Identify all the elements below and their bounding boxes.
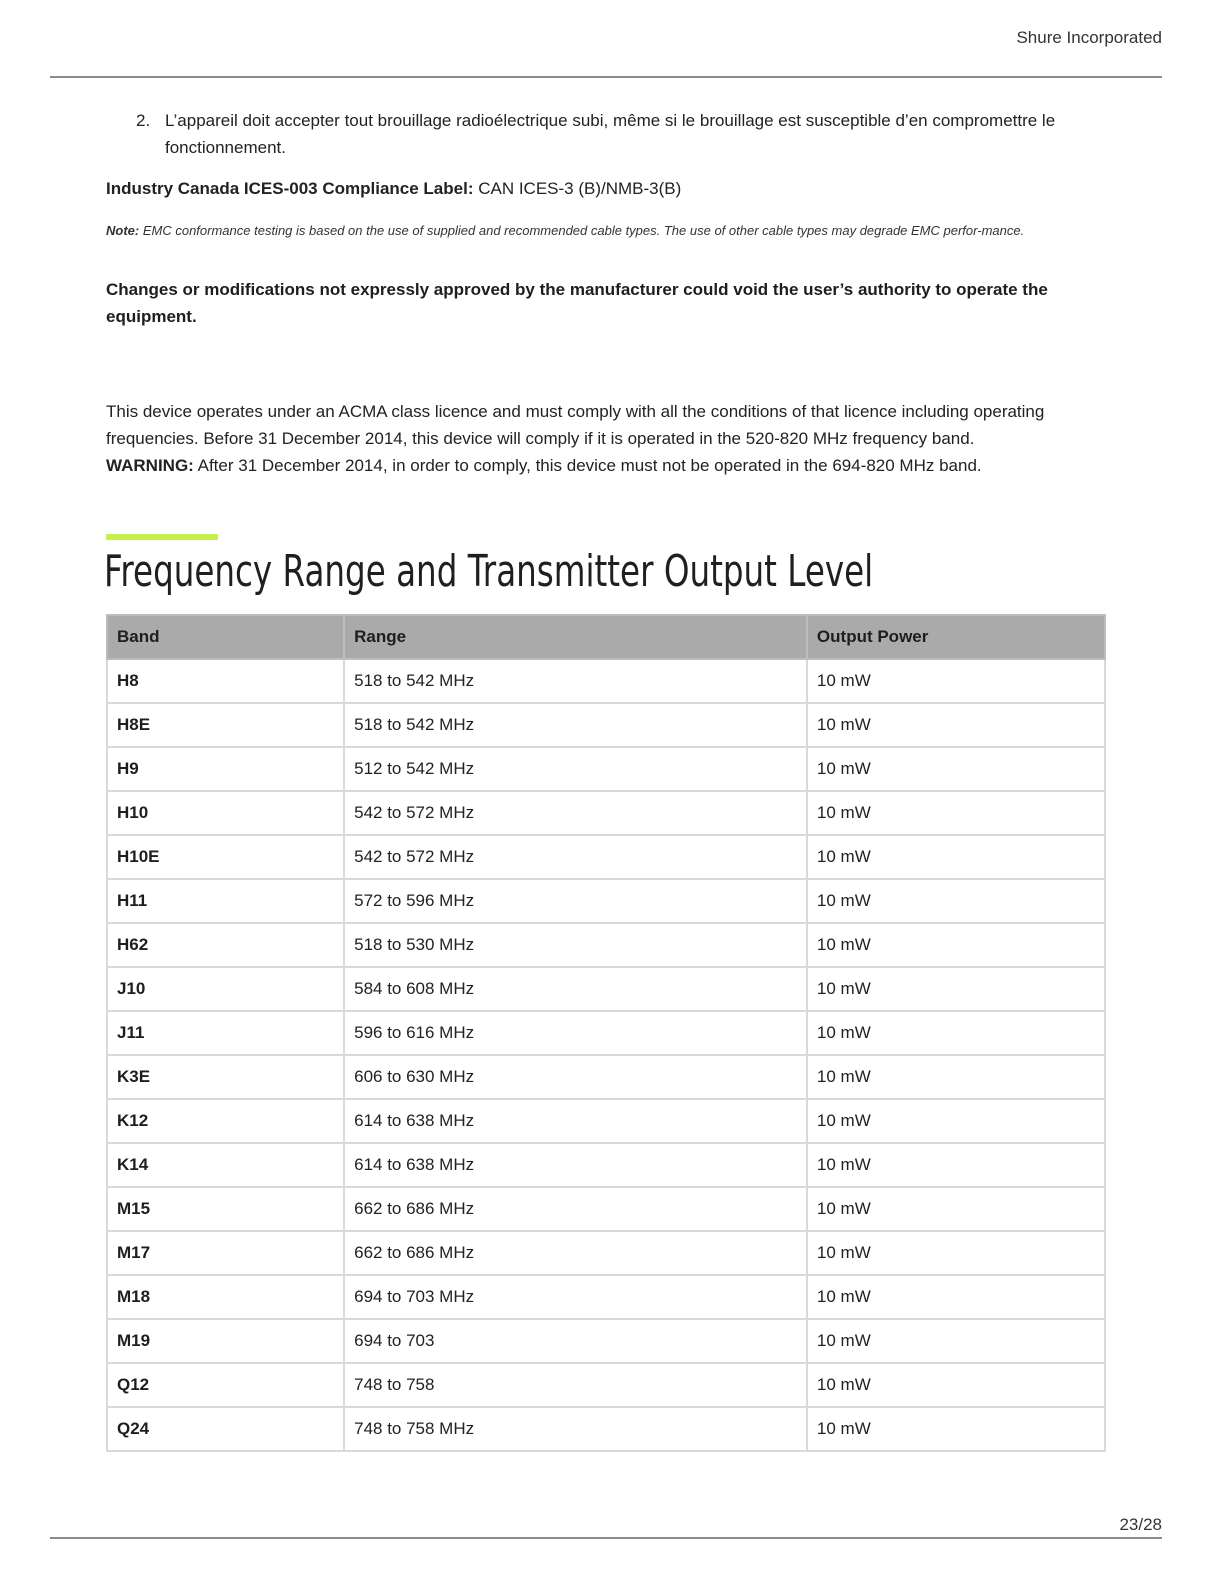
acma-paragraph xyxy=(106,398,1106,479)
power-cell: 10 mW xyxy=(807,1011,1105,1055)
compliance-label-line xyxy=(106,179,681,199)
power-cell: 10 mW xyxy=(807,703,1105,747)
range-cell: 572 to 596 MHz xyxy=(344,879,807,923)
band-cell: H62 xyxy=(107,923,344,967)
header-range: Range xyxy=(344,615,807,659)
power-cell: 10 mW xyxy=(807,835,1105,879)
range-cell: 694 to 703 MHz xyxy=(344,1275,807,1319)
range-cell: 542 to 572 MHz xyxy=(344,791,807,835)
power-cell: 10 mW xyxy=(807,747,1105,791)
acma-warning-label: WARNING: xyxy=(106,456,194,475)
range-cell: 748 to 758 MHz xyxy=(344,1407,807,1451)
band-cell: H10E xyxy=(107,835,344,879)
band-cell: K12 xyxy=(107,1099,344,1143)
band-cell: K14 xyxy=(107,1143,344,1187)
band-cell: Q12 xyxy=(107,1363,344,1407)
list-item-text: L’appareil doit accepter tout brouillage radioélectrique subi, même si le brouillage est susceptible d’en compromettre le fonctionnement. xyxy=(165,111,1056,157)
range-cell: 518 to 530 MHz xyxy=(344,923,807,967)
table-body xyxy=(107,659,1105,1451)
table-row xyxy=(107,879,1105,923)
band-cell: M15 xyxy=(107,1187,344,1231)
range-cell: 662 to 686 MHz xyxy=(344,1187,807,1231)
table-row xyxy=(107,791,1105,835)
power-cell: 10 mW xyxy=(807,967,1105,1011)
band-cell: H9 xyxy=(107,747,344,791)
table-row xyxy=(107,923,1105,967)
power-cell: 10 mW xyxy=(807,879,1105,923)
range-cell: 542 to 572 MHz xyxy=(344,835,807,879)
range-cell: 748 to 758 xyxy=(344,1363,807,1407)
compliance-label: Industry Canada ICES-003 Compliance Label: xyxy=(106,179,474,198)
power-cell: 10 mW xyxy=(807,1275,1105,1319)
range-cell: 614 to 638 MHz xyxy=(344,1143,807,1187)
power-cell: 10 mW xyxy=(807,1407,1105,1451)
power-cell: 10 mW xyxy=(807,1143,1105,1187)
range-cell: 614 to 638 MHz xyxy=(344,1099,807,1143)
band-cell: H11 xyxy=(107,879,344,923)
power-cell: 10 mW xyxy=(807,791,1105,835)
table-row xyxy=(107,1363,1105,1407)
range-cell: 584 to 608 MHz xyxy=(344,967,807,1011)
table-row xyxy=(107,1011,1105,1055)
modifications-warning: Changes or modifications not expressly approved by the manufacturer could void the user’s authority to operate the equipment. xyxy=(106,280,1048,326)
range-cell: 518 to 542 MHz xyxy=(344,659,807,703)
range-cell: 662 to 686 MHz xyxy=(344,1231,807,1275)
range-cell: 596 to 616 MHz xyxy=(344,1011,807,1055)
acma-text: This device operates under an ACMA class licence and must comply with all the conditions of that licence including operating frequencies. Before 31 December 2014, this device will comply if it is operated in the 520-820 MHz frequency band. xyxy=(106,402,1045,448)
note-label: Note: xyxy=(106,223,140,238)
emc-note xyxy=(106,220,1106,241)
table-row xyxy=(107,1319,1105,1363)
table-row xyxy=(107,1099,1105,1143)
table-row xyxy=(107,1275,1105,1319)
table-row xyxy=(107,967,1105,1011)
table-row xyxy=(107,659,1105,703)
table-row xyxy=(107,703,1105,747)
band-cell: M17 xyxy=(107,1231,344,1275)
power-cell: 10 mW xyxy=(807,1319,1105,1363)
table-row xyxy=(107,1407,1105,1451)
table-row xyxy=(107,1187,1105,1231)
company-name: Shure Incorporated xyxy=(1016,28,1162,47)
band-cell: H8E xyxy=(107,703,344,747)
footer-divider xyxy=(50,1537,1162,1539)
table-row xyxy=(107,1143,1105,1187)
range-cell: 606 to 630 MHz xyxy=(344,1055,807,1099)
band-cell: H10 xyxy=(107,791,344,835)
power-cell: 10 mW xyxy=(807,1363,1105,1407)
power-cell: 10 mW xyxy=(807,1231,1105,1275)
table-row xyxy=(107,1231,1105,1275)
power-cell: 10 mW xyxy=(807,923,1105,967)
range-cell: 518 to 542 MHz xyxy=(344,703,807,747)
range-cell: 694 to 703 xyxy=(344,1319,807,1363)
table-header-row xyxy=(107,615,1105,659)
acma-warning-text: After 31 December 2014, in order to comply, this device must not be operated in the 694-820 MHz band. xyxy=(197,456,982,475)
table-row xyxy=(107,1055,1105,1099)
range-cell: 512 to 542 MHz xyxy=(344,747,807,791)
power-cell: 10 mW xyxy=(807,659,1105,703)
note-text: EMC conformance testing is based on the use of supplied and recommended cable types. The use of other cable types may degrade EMC perfor-mance. xyxy=(142,223,1025,238)
band-cell: M19 xyxy=(107,1319,344,1363)
header-divider xyxy=(50,76,1162,78)
section-title: Frequency Range and Transmitter Output Level xyxy=(104,546,874,597)
list-item xyxy=(136,107,1106,161)
band-cell: M18 xyxy=(107,1275,344,1319)
band-cell: Q24 xyxy=(107,1407,344,1451)
header-output-power: Output Power xyxy=(807,615,1105,659)
table-row xyxy=(107,747,1105,791)
power-cell: 10 mW xyxy=(807,1055,1105,1099)
band-cell: K3E xyxy=(107,1055,344,1099)
power-cell: 10 mW xyxy=(807,1187,1105,1231)
frequency-table xyxy=(106,614,1106,1452)
section-accent-bar xyxy=(106,534,218,540)
compliance-value: CAN ICES-3 (B)/NMB-3(B) xyxy=(478,179,682,198)
band-cell: J11 xyxy=(107,1011,344,1055)
list-item-number: 2. xyxy=(136,111,151,130)
band-cell: J10 xyxy=(107,967,344,1011)
power-cell: 10 mW xyxy=(807,1099,1105,1143)
page-number: 23/28 xyxy=(1119,1515,1162,1534)
header-band: Band xyxy=(107,615,344,659)
band-cell: H8 xyxy=(107,659,344,703)
table-row xyxy=(107,835,1105,879)
